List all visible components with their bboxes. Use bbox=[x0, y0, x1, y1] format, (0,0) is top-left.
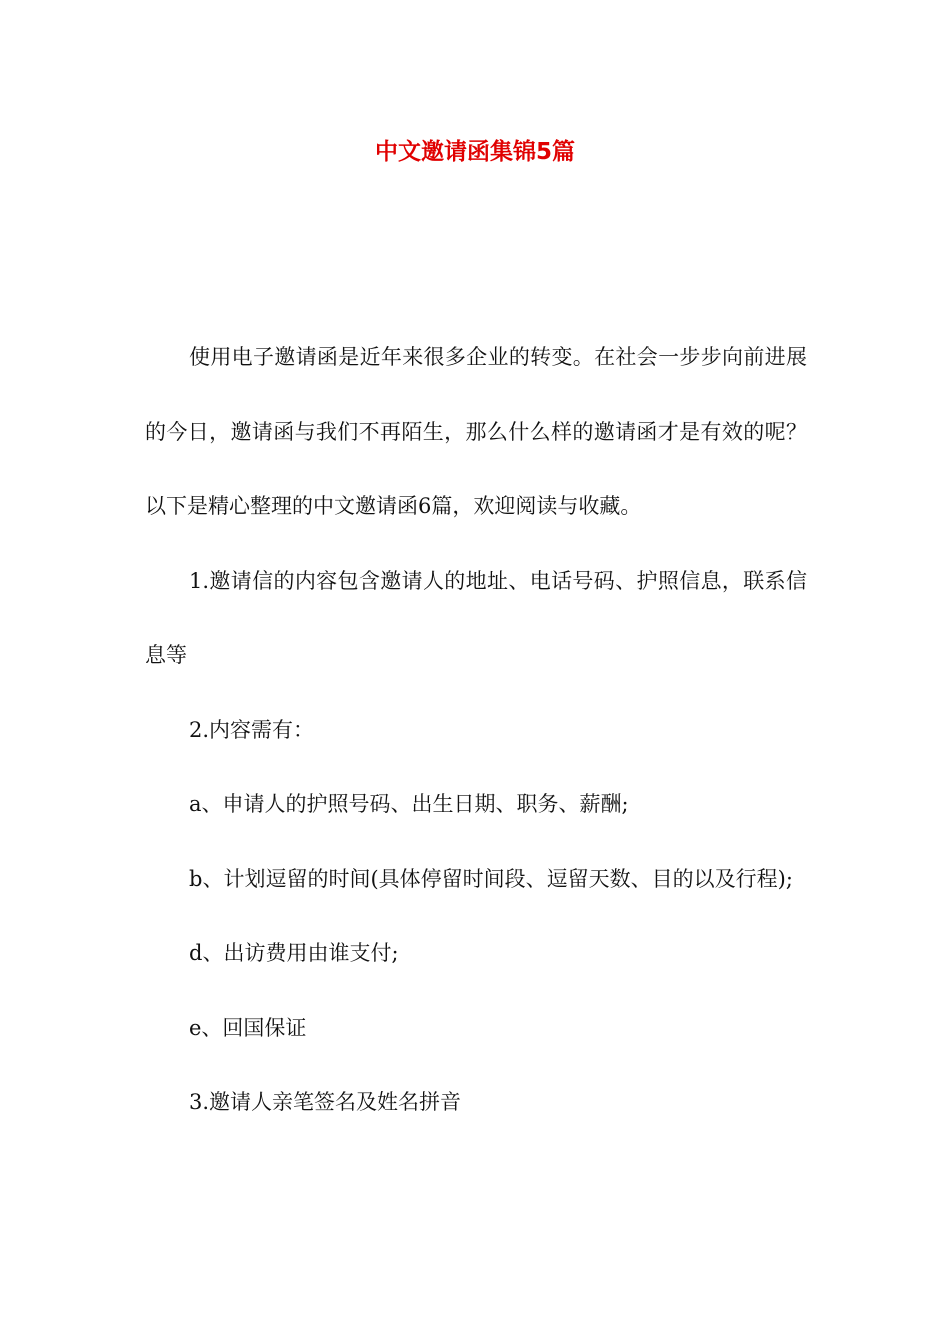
item-2d-paragraph: d、出访费用由谁支付; bbox=[189, 941, 399, 965]
document-body bbox=[145, 320, 807, 1140]
item-2e-paragraph: e、回国保证 bbox=[189, 1015, 307, 1040]
item-3-paragraph: 3.邀请人亲笔签名及姓名拼音 bbox=[189, 1090, 462, 1114]
item-2-paragraph: 2.内容需有： bbox=[189, 717, 315, 742]
item-1-paragraph: 1.邀请信的内容包含邀请人的地址、电话号码、护照信息，联系信息等 bbox=[145, 568, 807, 667]
intro-paragraph: 使用电子邀请函是近年来很多企业的转变。在社会一步步向前进展的今日，邀请函与我们不再陌生，那么什么样的邀请函才是有效的呢？以下是精心整理的中文邀请函6篇，欢迎阅读与收藏。 bbox=[145, 345, 807, 518]
item-2a-paragraph: a、申请人的护照号码、出生日期、职务、薪酬; bbox=[189, 792, 629, 816]
item-2b-paragraph: b、计划逗留的时间(具体停留时间段、逗留天数、目的以及行程); bbox=[189, 866, 793, 891]
document-title: 中文邀请函集锦5篇 bbox=[374, 139, 575, 165]
